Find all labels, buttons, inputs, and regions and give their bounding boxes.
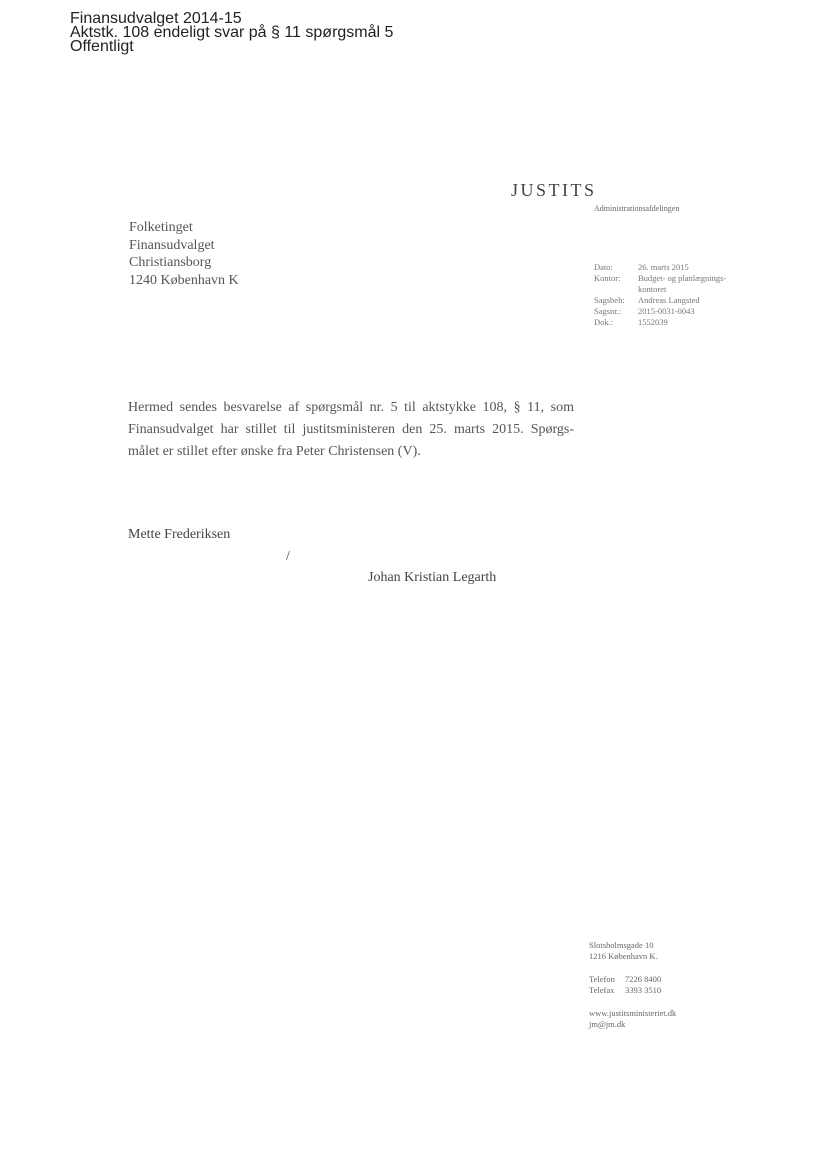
- fax-label: Telefax: [589, 985, 615, 995]
- phone-value: 7226 8400: [625, 974, 662, 984]
- footer-email[interactable]: jm@jm.dk: [589, 1019, 626, 1029]
- ministry-contact: [589, 940, 676, 1030]
- footer-website[interactable]: www.justitsministeriet.dk: [589, 1008, 677, 1018]
- case-metadata: [594, 262, 726, 328]
- footer-phone: [589, 974, 676, 985]
- meta-row: [594, 295, 726, 306]
- department-name: Administrationsafdelingen: [594, 204, 680, 213]
- stamp-committee: Finansudvalget 2014-15: [70, 10, 242, 27]
- ministry-logo: JUSTITS: [511, 180, 597, 200]
- document-stamp: [70, 12, 393, 54]
- meta-label: Sagsnr.:: [594, 306, 622, 316]
- body-line: målet er stillet efter ønske fra Peter Christensen (V).: [128, 444, 421, 459]
- meta-value: 26. marts 2015: [638, 262, 689, 272]
- meta-value: 1552039: [638, 317, 668, 327]
- recipient-line: Folketinget: [129, 220, 193, 235]
- meta-row: [594, 284, 726, 295]
- meta-row: [594, 273, 726, 284]
- body-line: Finansudvalget har stillet til justitsministeren den 25. marts 2015. Spørgs-: [128, 422, 574, 437]
- recipient-line: Finansudvalget: [129, 237, 215, 253]
- body-line: Hermed sendes besvarelse af spørgsmål nr. 5 til aktstykke 108, § 11, som: [128, 400, 574, 415]
- meta-value: Budget- og planlægnings-: [638, 273, 727, 283]
- footer-address: Slotsholmsgade 10: [589, 940, 654, 950]
- recipient-line: 1240 København K: [129, 272, 239, 288]
- recipient-line: Christiansborg: [129, 255, 212, 270]
- meta-label: Kontor:: [594, 273, 621, 283]
- meta-label: Sagsbeh:: [594, 295, 625, 305]
- meta-row: [594, 262, 726, 273]
- fax-value: 3393 3510: [625, 985, 662, 995]
- meta-value: Andreas Langsted: [638, 295, 700, 305]
- meta-label: Dok.:: [594, 317, 614, 327]
- recipient-address: [129, 219, 239, 289]
- meta-value: kontoret: [638, 284, 667, 294]
- meta-row: [594, 317, 726, 328]
- letter-body: [128, 397, 574, 463]
- meta-label: [594, 284, 638, 295]
- stamp-reference: Aktstk. 108 endeligt svar på § 11 spørgsmål 5: [70, 24, 394, 41]
- phone-label: Telefon: [589, 974, 615, 984]
- meta-row: [594, 306, 726, 317]
- signature-separator: /: [286, 549, 290, 564]
- footer-fax: [589, 985, 676, 996]
- footer-city: 1216 København K.: [589, 951, 658, 961]
- meta-label: Dato:: [594, 262, 613, 272]
- official-signature: Johan Kristian Legarth: [368, 570, 497, 585]
- stamp-status: Offentligt: [70, 38, 134, 55]
- meta-value: 2015-0031-0043: [638, 306, 695, 316]
- minister-signature: Mette Frederiksen: [128, 527, 231, 542]
